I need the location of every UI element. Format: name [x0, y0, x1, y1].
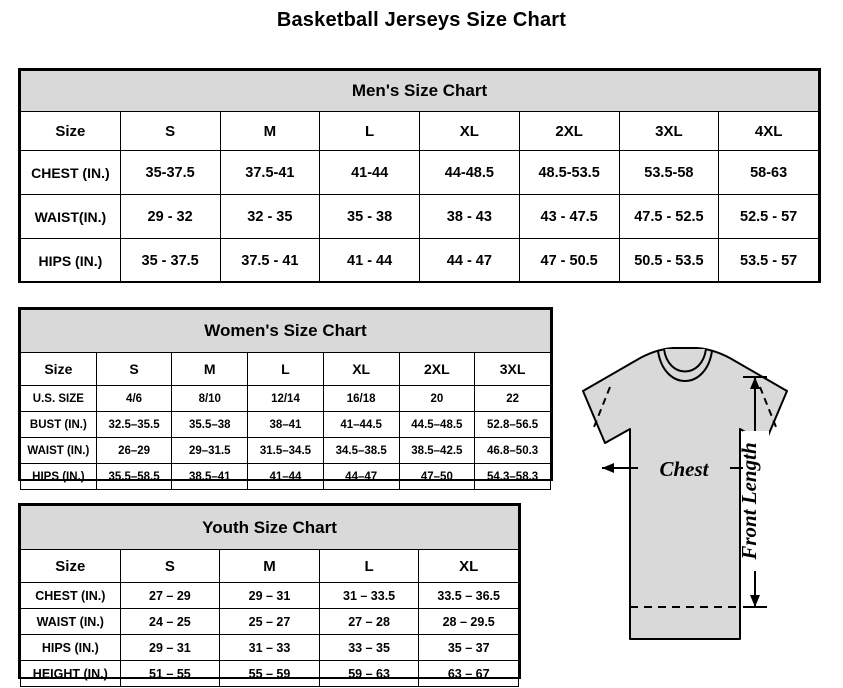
cell-value: 8/10 [172, 386, 248, 412]
chest-label: Chest [659, 457, 709, 481]
cell-value: 46.8–50.3 [475, 438, 551, 464]
cell-value: 33.5 – 36.5 [419, 583, 519, 609]
cell-value: 35.5–38 [172, 412, 248, 438]
jersey-diagram [540, 339, 830, 679]
cell-value: 53.5-58 [619, 151, 719, 195]
cell-value: 24 – 25 [120, 609, 220, 635]
cell-value: 38.5–41 [172, 464, 248, 490]
cell-value: 4/6 [96, 386, 172, 412]
table-row [21, 661, 519, 687]
cell-value: 33 – 35 [319, 635, 419, 661]
cell-value: 43 - 47.5 [519, 195, 619, 239]
page-title: Basketball Jerseys Size Chart [276, 9, 567, 31]
column-header-size: Size [21, 550, 121, 583]
cell-value: 16/18 [323, 386, 399, 412]
cell-value: 35.5–58.5 [96, 464, 172, 490]
cell-value: 47–50 [399, 464, 475, 490]
row-label: HIPS (IN.) [21, 464, 97, 490]
womens-size-table [20, 309, 551, 490]
row-label: CHEST (IN.) [21, 151, 121, 195]
column-header-m: M [220, 550, 320, 583]
table-row [21, 583, 519, 609]
column-header-2xl: 2XL [399, 353, 475, 386]
column-header-s: S [120, 550, 220, 583]
youth-size-table [20, 505, 519, 687]
cell-value: 29 – 31 [120, 635, 220, 661]
column-header-m: M [172, 353, 248, 386]
mens-size-chart [18, 68, 821, 283]
table-header-row [21, 550, 519, 583]
cell-value: 29 - 32 [120, 195, 220, 239]
column-header-xl: XL [323, 353, 399, 386]
cell-value: 41–44 [248, 464, 324, 490]
column-header-3xl: 3XL [475, 353, 551, 386]
cell-value: 35 - 38 [320, 195, 420, 239]
cell-value: 55 – 59 [220, 661, 320, 687]
cell-value: 38–41 [248, 412, 324, 438]
cell-value: 35-37.5 [120, 151, 220, 195]
column-header-m: M [220, 112, 320, 151]
cell-value: 58-63 [719, 151, 819, 195]
column-header-3xl: 3XL [619, 112, 719, 151]
cell-value: 37.5 - 41 [220, 239, 320, 283]
cell-value: 41–44.5 [323, 412, 399, 438]
table-caption-row [21, 310, 551, 353]
cell-value: 52.5 - 57 [719, 195, 819, 239]
table-row [21, 609, 519, 635]
cell-value: 31 – 33.5 [319, 583, 419, 609]
mens-size-table [20, 70, 819, 283]
cell-value: 47 - 50.5 [519, 239, 619, 283]
cell-value: 12/14 [248, 386, 324, 412]
cell-value: 44-48.5 [420, 151, 520, 195]
cell-value: 52.8–56.5 [475, 412, 551, 438]
row-label: WAIST(IN.) [21, 195, 121, 239]
column-header-size: Size [21, 353, 97, 386]
cell-value: 31.5–34.5 [248, 438, 324, 464]
cell-value: 38.5–42.5 [399, 438, 475, 464]
cell-value: 32.5–35.5 [96, 412, 172, 438]
column-header-2xl: 2XL [519, 112, 619, 151]
womens-size-chart [18, 307, 553, 481]
row-label: HIPS (IN.) [21, 239, 121, 283]
front-length-label: Front Length [737, 442, 761, 560]
cell-value: 50.5 - 53.5 [619, 239, 719, 283]
cell-value: 41-44 [320, 151, 420, 195]
cell-value: 28 – 29.5 [419, 609, 519, 635]
cell-value: 27 – 29 [120, 583, 220, 609]
cell-value: 20 [399, 386, 475, 412]
table-row [21, 438, 551, 464]
cell-value: 47.5 - 52.5 [619, 195, 719, 239]
cell-value: 26–29 [96, 438, 172, 464]
cell-value: 35 - 37.5 [120, 239, 220, 283]
cell-value: 54.3–58.3 [475, 464, 551, 490]
cell-value: 41 - 44 [320, 239, 420, 283]
table-row [21, 412, 551, 438]
cell-value: 63 – 67 [419, 661, 519, 687]
row-label: WAIST (IN.) [21, 438, 97, 464]
column-header-xl: XL [419, 550, 519, 583]
row-label: U.S. SIZE [21, 386, 97, 412]
table-row [21, 635, 519, 661]
column-header-4xl: 4XL [719, 112, 819, 151]
cell-value: 38 - 43 [420, 195, 520, 239]
cell-value: 29–31.5 [172, 438, 248, 464]
mens-chart-caption: Men's Size Chart [21, 71, 819, 112]
cell-value: 35 – 37 [419, 635, 519, 661]
table-row [21, 195, 819, 239]
table-row [21, 386, 551, 412]
cell-value: 25 – 27 [220, 609, 320, 635]
row-label: HIPS (IN.) [21, 635, 121, 661]
youth-chart-caption: Youth Size Chart [21, 506, 519, 550]
cell-value: 34.5–38.5 [323, 438, 399, 464]
youth-size-chart [18, 503, 521, 679]
table-row [21, 151, 819, 195]
table-caption-row [21, 71, 819, 112]
cell-value: 44–47 [323, 464, 399, 490]
column-header-s: S [96, 353, 172, 386]
column-header-s: S [120, 112, 220, 151]
column-header-l: L [319, 550, 419, 583]
cell-value: 29 – 31 [220, 583, 320, 609]
cell-value: 37.5-41 [220, 151, 320, 195]
table-caption-row [21, 506, 519, 550]
row-label: WAIST (IN.) [21, 609, 121, 635]
cell-value: 32 - 35 [220, 195, 320, 239]
cell-value: 27 – 28 [319, 609, 419, 635]
table-header-row [21, 112, 819, 151]
row-label: HEIGHT (IN.) [21, 661, 121, 687]
table-header-row [21, 353, 551, 386]
column-header-l: L [320, 112, 420, 151]
cell-value: 44.5–48.5 [399, 412, 475, 438]
column-header-l: L [248, 353, 324, 386]
row-label: BUST (IN.) [21, 412, 97, 438]
cell-value: 44 - 47 [420, 239, 520, 283]
womens-chart-caption: Women's Size Chart [21, 310, 551, 353]
table-row [21, 239, 819, 283]
cell-value: 59 – 63 [319, 661, 419, 687]
row-label: CHEST (IN.) [21, 583, 121, 609]
cell-value: 53.5 - 57 [719, 239, 819, 283]
cell-value: 31 – 33 [220, 635, 320, 661]
table-row [21, 464, 551, 490]
cell-value: 51 – 55 [120, 661, 220, 687]
cell-value: 48.5-53.5 [519, 151, 619, 195]
cell-value: 22 [475, 386, 551, 412]
column-header-size: Size [21, 112, 121, 151]
column-header-xl: XL [420, 112, 520, 151]
